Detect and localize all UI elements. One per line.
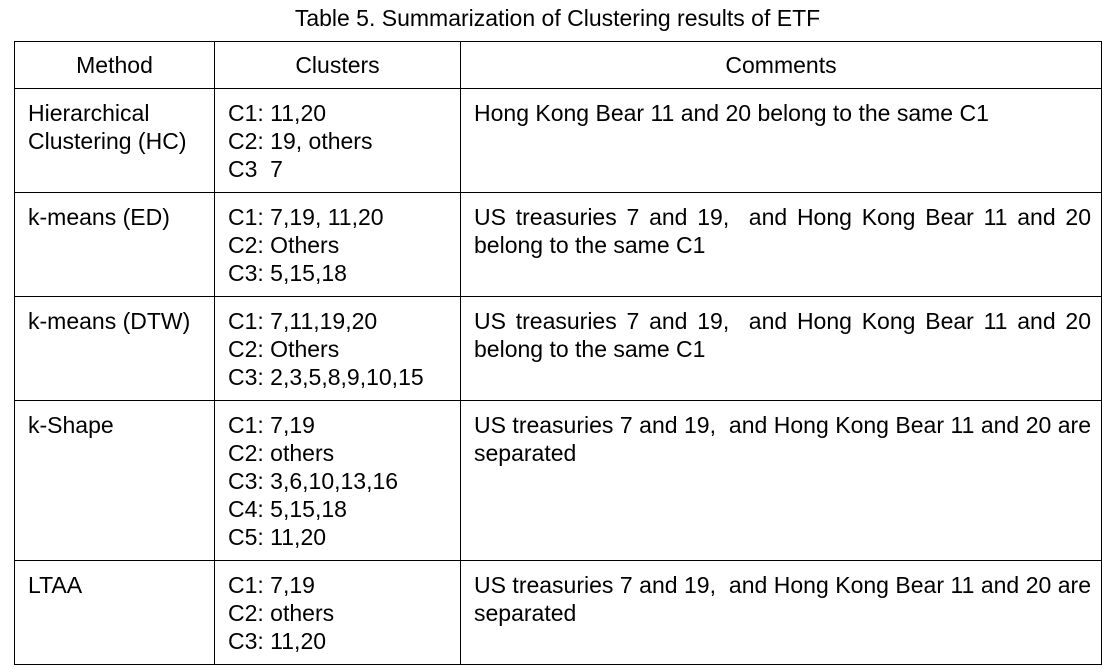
table-row <box>15 401 1102 561</box>
comment-cell: US treasuries 7 and 19, and Hong Kong Bear 11 and 20 belong to the same C1 <box>461 193 1102 297</box>
clusters-cell <box>215 297 461 401</box>
cluster-line: C3: 11,20 <box>228 628 327 654</box>
comment-cell: US treasuries 7 and 19, and Hong Kong Bear 11 and 20 belong to the same C1 <box>461 297 1102 401</box>
clusters-cell <box>215 401 461 561</box>
header-comments: Comments <box>461 42 1102 89</box>
clusters-cell <box>215 89 461 193</box>
method-text: Hierarchical <box>28 100 150 126</box>
method-cell <box>15 297 215 401</box>
method-text: k-means (DTW) <box>28 308 191 334</box>
table-row <box>15 89 1102 193</box>
table-row <box>15 561 1102 665</box>
header-row <box>15 42 1102 89</box>
table-row <box>15 193 1102 297</box>
cluster-line: C4: 5,15,18 <box>228 496 347 522</box>
comment-cell: US treasuries 7 and 19, and Hong Kong Bear 11 and 20 are separated <box>461 401 1102 561</box>
method-cell <box>15 89 215 193</box>
method-text: k-means (ED) <box>28 204 170 230</box>
clusters-cell <box>215 193 461 297</box>
comment-cell: US treasuries 7 and 19, and Hong Kong Bear 11 and 20 are separated <box>461 561 1102 665</box>
header-method: Method <box>15 42 215 89</box>
method-text: LTAA <box>28 572 83 598</box>
cluster-line: C3: 2,3,5,8,9,10,15 <box>228 364 424 390</box>
method-text: Clustering (HC) <box>28 128 187 154</box>
cluster-line: C1: 7,19 <box>228 412 315 438</box>
cluster-line: C3: 5,15,18 <box>228 260 347 286</box>
cluster-line: C1: 11,20 <box>228 100 327 126</box>
method-cell <box>15 561 215 665</box>
cluster-line: C2: 19, others <box>228 128 373 154</box>
clustering-results-table <box>14 41 1102 665</box>
cluster-line: C3 7 <box>228 156 283 182</box>
cluster-line: C5: 11,20 <box>228 524 327 550</box>
cluster-line: C2: Others <box>228 336 340 362</box>
header-clusters: Clusters <box>215 42 461 89</box>
cluster-line: C2: others <box>228 440 335 466</box>
cluster-line: C3: 3,6,10,13,16 <box>228 468 399 494</box>
cluster-line: C1: 7,19 <box>228 572 315 598</box>
clusters-cell <box>215 561 461 665</box>
cluster-line: C1: 7,11,19,20 <box>228 308 378 334</box>
method-cell <box>15 401 215 561</box>
method-text: k-Shape <box>28 412 114 438</box>
comment-cell: Hong Kong Bear 11 and 20 belong to the same C1 <box>461 89 1102 193</box>
cluster-line: C2: others <box>228 600 335 626</box>
method-cell <box>15 193 215 297</box>
table-row <box>15 297 1102 401</box>
cluster-line: C2: Others <box>228 232 340 258</box>
table-caption: Table 5. Summarization of Clustering results of ETF <box>294 5 821 31</box>
cluster-line: C1: 7,19, 11,20 <box>228 204 384 230</box>
